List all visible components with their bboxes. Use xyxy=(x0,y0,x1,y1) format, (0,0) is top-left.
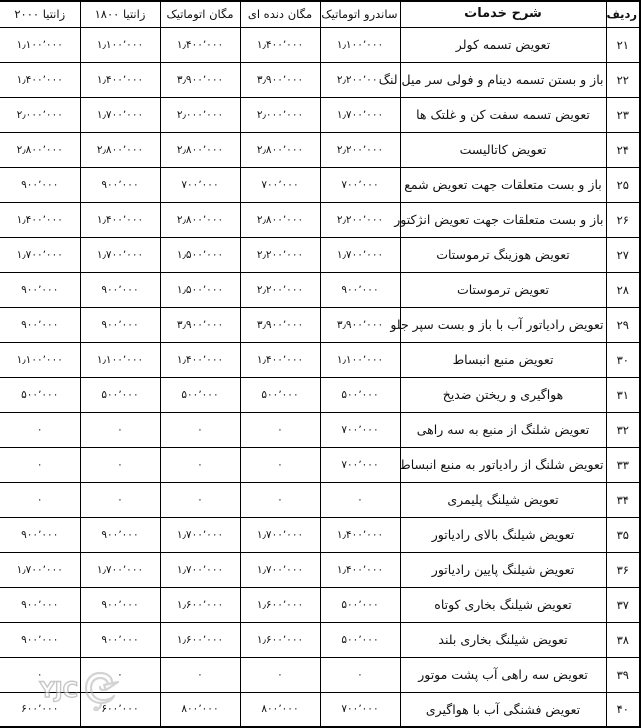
price-cell: ۲٫۲۰۰٬۰۰۰ xyxy=(320,62,400,97)
row-number-cell: ۲۴ xyxy=(606,132,640,167)
table-row xyxy=(0,552,640,587)
price-cell: ۱٫۱۰۰٬۰۰۰ xyxy=(0,27,80,62)
price-cell: ۶۰۰٬۰۰۰ xyxy=(80,692,160,727)
row-number-cell: ۳۳ xyxy=(606,447,640,482)
price-cell: ۱٫۴۰۰٬۰۰۰ xyxy=(160,27,240,62)
price-cell: ۱٫۱۰۰٬۰۰۰ xyxy=(0,342,80,377)
row-number-cell: ۳۲ xyxy=(606,412,640,447)
row-number-cell: ۳۷ xyxy=(606,587,640,622)
price-cell: ۲٫۰۰۰٬۰۰۰ xyxy=(0,97,80,132)
price-cell: ۹۰۰٬۰۰۰ xyxy=(80,307,160,342)
column-header-megane-automatic: مگان اتوماتیک xyxy=(160,1,240,27)
price-cell: ۱٫۴۰۰٬۰۰۰ xyxy=(0,62,80,97)
price-cell: ۱٫۶۰۰٬۰۰۰ xyxy=(160,622,240,657)
price-cell: ۳٫۹۰۰٬۰۰۰ xyxy=(240,307,320,342)
price-cell: ۱٫۷۰۰٬۰۰۰ xyxy=(160,517,240,552)
service-description-cell: هواگیری و ریختن ضدیخ xyxy=(400,377,606,412)
table-row xyxy=(0,307,640,342)
service-description-cell: تعویض رادیاتور آب با باز و بست سپر جلو xyxy=(400,307,606,342)
price-cell: ۱٫۶۰۰٬۰۰۰ xyxy=(240,622,320,657)
price-cell: ۹۰۰٬۰۰۰ xyxy=(80,167,160,202)
price-cell: ۱٫۷۰۰٬۰۰۰ xyxy=(160,552,240,587)
price-cell: ۷۰۰٬۰۰۰ xyxy=(240,167,320,202)
row-number-cell: ۲۲ xyxy=(606,62,640,97)
price-cell: ۱٫۴۰۰٬۰۰۰ xyxy=(80,62,160,97)
price-cell: ۷۰۰٬۰۰۰ xyxy=(320,412,400,447)
price-cell: ۹۰۰٬۰۰۰ xyxy=(0,307,80,342)
service-description-cell: تعویض سه راهی آب پشت موتور xyxy=(400,657,606,692)
price-cell: ۵۰۰٬۰۰۰ xyxy=(320,587,400,622)
price-cell: ۲٫۰۰۰٬۰۰۰ xyxy=(240,97,320,132)
row-number-cell: ۲۷ xyxy=(606,237,640,272)
price-cell: ۱٫۶۰۰٬۰۰۰ xyxy=(240,587,320,622)
table-row xyxy=(0,342,640,377)
price-cell: ۰ xyxy=(160,412,240,447)
price-cell: ۱٫۷۰۰٬۰۰۰ xyxy=(320,237,400,272)
row-number-cell: ۳۱ xyxy=(606,377,640,412)
price-cell: ۹۰۰٬۰۰۰ xyxy=(0,517,80,552)
price-cell: ۷۰۰٬۰۰۰ xyxy=(320,692,400,727)
row-number-cell: ۲۱ xyxy=(606,27,640,62)
table-row xyxy=(0,202,640,237)
price-cell: ۱٫۷۰۰٬۰۰۰ xyxy=(320,97,400,132)
table-row xyxy=(0,517,640,552)
row-number-cell: ۳۰ xyxy=(606,342,640,377)
row-number-cell: ۳۶ xyxy=(606,552,640,587)
service-description-cell: تعویض منبع انبساط xyxy=(400,342,606,377)
row-number-cell: ۲۶ xyxy=(606,202,640,237)
price-cell: ۰ xyxy=(0,657,80,692)
column-header-megane-manual: مگان دنده ای xyxy=(240,1,320,27)
table-row xyxy=(0,167,640,202)
price-cell: ۲٫۸۰۰٬۰۰۰ xyxy=(240,132,320,167)
price-cell: ۲٫۲۰۰٬۰۰۰ xyxy=(240,272,320,307)
price-cell: ۰ xyxy=(160,447,240,482)
table-row xyxy=(0,482,640,517)
table-row xyxy=(0,237,640,272)
service-description-cell: تعویض تسمه کولر xyxy=(400,27,606,62)
price-cell: ۱٫۵۰۰٬۰۰۰ xyxy=(160,272,240,307)
price-cell: ۳٫۹۰۰٬۰۰۰ xyxy=(240,62,320,97)
price-cell: ۰ xyxy=(240,412,320,447)
price-cell: ۳٫۹۰۰٬۰۰۰ xyxy=(160,62,240,97)
row-number-cell: ۴۰ xyxy=(606,692,640,727)
price-cell: ۰ xyxy=(240,447,320,482)
price-cell: ۳٫۹۰۰٬۰۰۰ xyxy=(160,307,240,342)
price-cell: ۱٫۷۰۰٬۰۰۰ xyxy=(80,97,160,132)
row-number-cell: ۲۵ xyxy=(606,167,640,202)
price-cell: ۱٫۶۰۰٬۰۰۰ xyxy=(160,587,240,622)
price-cell: ۱٫۷۰۰٬۰۰۰ xyxy=(240,517,320,552)
price-cell: ۰ xyxy=(80,482,160,517)
price-cell: ۱٫۱۰۰٬۰۰۰ xyxy=(80,27,160,62)
table-row xyxy=(0,447,640,482)
price-cell: ۱٫۴۰۰٬۰۰۰ xyxy=(320,517,400,552)
price-cell: ۹۰۰٬۰۰۰ xyxy=(80,517,160,552)
price-cell: ۵۰۰٬۰۰۰ xyxy=(0,377,80,412)
row-number-cell: ۲۳ xyxy=(606,97,640,132)
service-description-cell: تعویض شیلنگ پایین رادیاتور xyxy=(400,552,606,587)
price-cell: ۵۰۰٬۰۰۰ xyxy=(160,377,240,412)
price-cell: ۵۰۰٬۰۰۰ xyxy=(240,377,320,412)
price-cell: ۲٫۲۰۰٬۰۰۰ xyxy=(320,132,400,167)
service-description-cell: تعویض شلنگ از منبع به سه راهی xyxy=(400,412,606,447)
price-cell: ۲٫۸۰۰٬۰۰۰ xyxy=(240,202,320,237)
price-cell: ۲٫۰۰۰٬۰۰۰ xyxy=(160,97,240,132)
service-description-cell: تعویض ترموستات xyxy=(400,272,606,307)
service-description-cell: باز و بستن تسمه دینام و فولی سر میل لنگ xyxy=(400,62,606,97)
price-cell: ۹۰۰٬۰۰۰ xyxy=(0,587,80,622)
price-cell: ۰ xyxy=(320,482,400,517)
price-cell: ۹۰۰٬۰۰۰ xyxy=(0,272,80,307)
price-cell: ۱٫۴۰۰٬۰۰۰ xyxy=(160,342,240,377)
price-cell: ۶۰۰٬۰۰۰ xyxy=(0,692,80,727)
row-number-cell: ۳۸ xyxy=(606,622,640,657)
table-row xyxy=(0,622,640,657)
price-cell: ۱٫۷۰۰٬۰۰۰ xyxy=(0,552,80,587)
price-cell: ۹۰۰٬۰۰۰ xyxy=(320,272,400,307)
price-cell: ۱٫۷۰۰٬۰۰۰ xyxy=(0,237,80,272)
table-body xyxy=(0,27,640,727)
price-cell: ۱٫۱۰۰٬۰۰۰ xyxy=(80,342,160,377)
table-row xyxy=(0,377,640,412)
price-cell: ۲٫۲۰۰٬۰۰۰ xyxy=(320,202,400,237)
price-cell: ۵۰۰٬۰۰۰ xyxy=(80,377,160,412)
price-cell: ۲٫۸۰۰٬۰۰۰ xyxy=(160,202,240,237)
price-cell: ۱٫۷۰۰٬۰۰۰ xyxy=(240,552,320,587)
price-cell: ۳٫۹۰۰٬۰۰۰ xyxy=(320,307,400,342)
table-row xyxy=(0,587,640,622)
price-cell: ۰ xyxy=(160,657,240,692)
price-cell: ۸۰۰٬۰۰۰ xyxy=(160,692,240,727)
service-description-cell: تعویض شیلنگ بالای رادیاتور xyxy=(400,517,606,552)
table-row xyxy=(0,27,640,62)
price-cell: ۱٫۴۰۰٬۰۰۰ xyxy=(0,202,80,237)
price-cell: ۱٫۱۰۰٬۰۰۰ xyxy=(320,342,400,377)
table-row xyxy=(0,97,640,132)
price-cell: ۰ xyxy=(0,412,80,447)
service-description-cell: تعویض تسمه سفت کن و غلتک ها xyxy=(400,97,606,132)
service-description-cell: تعویض شلنگ از رادیاتور به منبع انبساط xyxy=(400,447,606,482)
price-cell: ۹۰۰٬۰۰۰ xyxy=(0,622,80,657)
table-row xyxy=(0,412,640,447)
price-cell: ۲٫۸۰۰٬۰۰۰ xyxy=(160,132,240,167)
row-number-cell: ۲۸ xyxy=(606,272,640,307)
price-cell: ۹۰۰٬۰۰۰ xyxy=(0,167,80,202)
price-cell: ۰ xyxy=(240,482,320,517)
price-cell: ۱٫۴۰۰٬۰۰۰ xyxy=(240,342,320,377)
price-cell: ۱٫۱۰۰٬۰۰۰ xyxy=(320,27,400,62)
price-cell: ۱٫۷۰۰٬۰۰۰ xyxy=(80,237,160,272)
price-cell: ۰ xyxy=(240,657,320,692)
price-cell: ۰ xyxy=(80,657,160,692)
column-header-sandero-automatic: ساندرو اتوماتیک xyxy=(320,1,400,27)
row-number-cell: ۳۵ xyxy=(606,517,640,552)
price-cell: ۰ xyxy=(0,482,80,517)
service-description-cell: باز و بست متعلقات جهت تعویض انژکتور xyxy=(400,202,606,237)
price-cell: ۲٫۲۰۰٬۰۰۰ xyxy=(240,237,320,272)
price-cell: ۷۰۰٬۰۰۰ xyxy=(320,447,400,482)
service-description-cell: تعویض فشنگی آب با هواگیری xyxy=(400,692,606,727)
table-row xyxy=(0,272,640,307)
price-cell: ۹۰۰٬۰۰۰ xyxy=(80,587,160,622)
price-cell: ۲٫۸۰۰٬۰۰۰ xyxy=(0,132,80,167)
price-cell: ۰ xyxy=(320,657,400,692)
watermark-text: YJC xyxy=(39,678,78,702)
price-cell: ۱٫۷۰۰٬۰۰۰ xyxy=(80,552,160,587)
row-number-cell: ۳۹ xyxy=(606,657,640,692)
service-description-cell: تعویض شیلنگ پلیمری xyxy=(400,482,606,517)
price-cell: ۸۰۰٬۰۰۰ xyxy=(240,692,320,727)
table-row xyxy=(0,132,640,167)
service-description-cell: تعویض هوزینگ ترموستات xyxy=(400,237,606,272)
price-cell: ۵۰۰٬۰۰۰ xyxy=(320,377,400,412)
header-row xyxy=(0,1,640,27)
price-cell: ۹۰۰٬۰۰۰ xyxy=(80,272,160,307)
price-cell: ۱٫۴۰۰٬۰۰۰ xyxy=(240,27,320,62)
column-header-xantia-2000: زانتیا ۲۰۰۰ xyxy=(0,1,80,27)
table-row xyxy=(0,62,640,97)
price-cell: ۱٫۴۰۰٬۰۰۰ xyxy=(80,202,160,237)
column-header-xantia-1800: زانتیا ۱۸۰۰ xyxy=(80,1,160,27)
table-row xyxy=(0,657,640,692)
price-cell: ۰ xyxy=(80,412,160,447)
price-cell: ۰ xyxy=(0,447,80,482)
price-cell: ۵۰۰٬۰۰۰ xyxy=(320,622,400,657)
price-cell: ۷۰۰٬۰۰۰ xyxy=(160,167,240,202)
service-description-cell: تعویض شیلنگ بخاری بلند xyxy=(400,622,606,657)
row-number-cell: ۲۹ xyxy=(606,307,640,342)
service-description-cell: باز و بست متعلقات جهت تعویض شمع xyxy=(400,167,606,202)
price-cell: ۱٫۵۰۰٬۰۰۰ xyxy=(160,237,240,272)
table-header xyxy=(0,1,640,27)
service-description-cell: تعویض شیلنگ بخاری کوتاه xyxy=(400,587,606,622)
price-cell: ۲٫۸۰۰٬۰۰۰ xyxy=(80,132,160,167)
price-cell: ۷۰۰٬۰۰۰ xyxy=(320,167,400,202)
column-header-description: شرح خدمات xyxy=(400,1,606,27)
price-cell: ۱٫۴۰۰٬۰۰۰ xyxy=(320,552,400,587)
row-number-cell: ۳۴ xyxy=(606,482,640,517)
price-cell: ۰ xyxy=(160,482,240,517)
service-description-cell: تعویض کاتالیست xyxy=(400,132,606,167)
table-row xyxy=(0,692,640,727)
column-header-radif: ردیف xyxy=(606,1,640,27)
price-cell: ۹۰۰٬۰۰۰ xyxy=(80,622,160,657)
price-cell: ۰ xyxy=(80,447,160,482)
